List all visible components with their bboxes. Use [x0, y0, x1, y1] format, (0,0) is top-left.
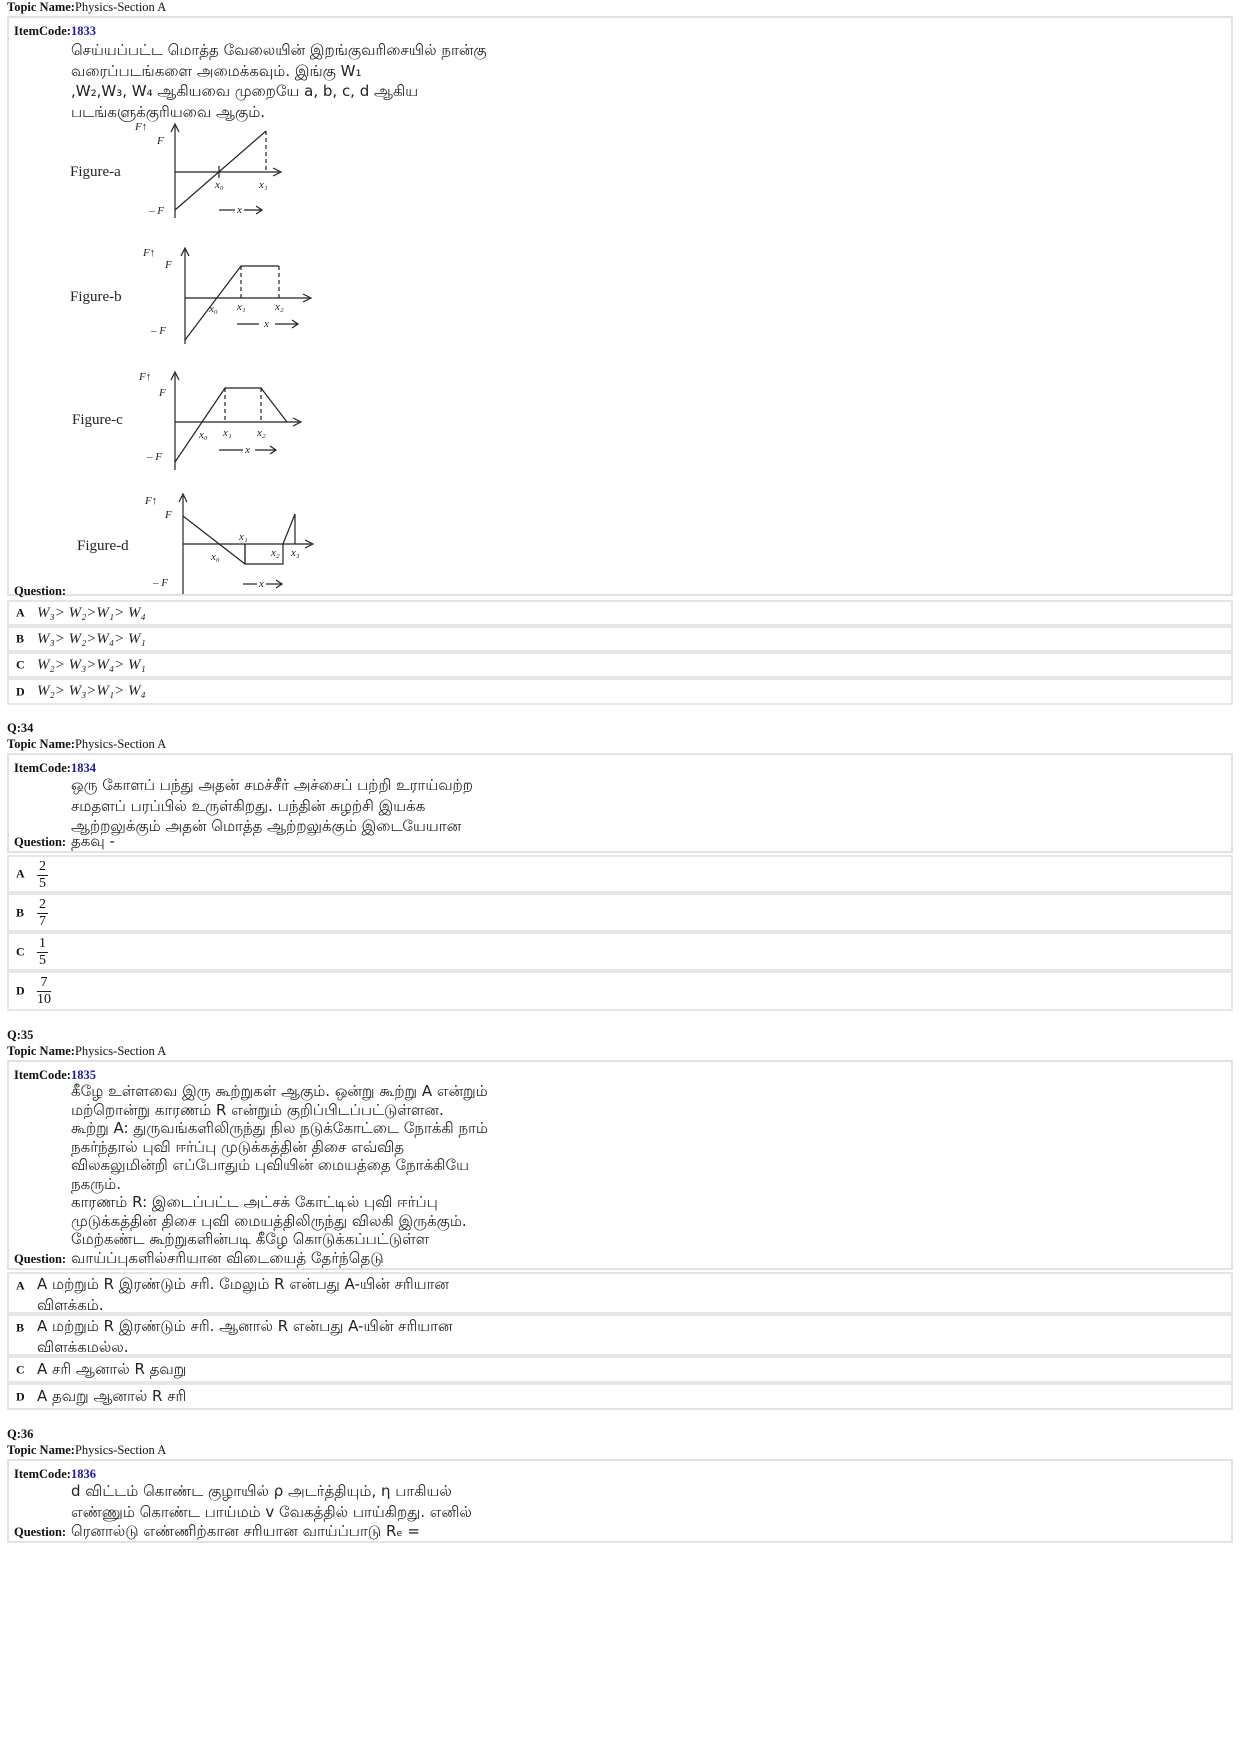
- figure-d-label: Figure-d: [77, 538, 129, 554]
- item-code-value: 1834: [70, 761, 96, 775]
- figure-a-label: Figure-a: [70, 164, 121, 180]
- question-box: [7, 753, 1233, 853]
- svg-text:F↑: F↑: [139, 371, 152, 383]
- svg-text:x₂: x₂: [271, 547, 280, 559]
- question-box: [7, 16, 1233, 596]
- question-text-end: வாய்ப்புகளில்சரியான விடையைத் தேர்ந்தெடு: [71, 1249, 384, 1267]
- figure-b-label: Figure-b: [70, 289, 122, 305]
- option-line: விளக்கம்.: [37, 1296, 104, 1314]
- question-text-end: ரெனால்டு எண்ணிற்கான சரியான வாய்ப்பாடு Rₑ =: [71, 1522, 420, 1540]
- topic-name: Physics-Section A: [74, 0, 167, 14]
- question-text: [71, 40, 487, 122]
- svg-text:x₂: x₂: [257, 427, 266, 439]
- figure-c-label: Figure-c: [72, 412, 123, 428]
- option-c[interactable]: [7, 652, 1233, 678]
- text-line: நகர்ந்தால் புவி ஈர்ப்பு முடுக்கத்தின் திசை எவ்வித: [71, 1137, 405, 1156]
- option-text: A சரி ஆனால் R தவறு: [37, 1360, 187, 1378]
- question-number: Q:36: [7, 1427, 34, 1441]
- text-line: வரைப்படங்களை அமைக்கவும். இங்கு W₁: [71, 61, 362, 80]
- topic-line: [7, 0, 166, 15]
- topic-label: Topic Name:: [7, 1044, 75, 1058]
- option-text: W₂> W₃>W₄> W₁: [37, 657, 146, 673]
- text-line: மற்றொன்று காரணம் R என்றும் குறிப்பிடப்பட்டுள்ளன.: [71, 1100, 444, 1119]
- text-line: கூற்று A: துருவங்களிலிருந்து நில நடுக்கோட்டை நோக்கி நாம்: [71, 1119, 489, 1137]
- text-line: சமதளப் பரப்பில் உருள்கிறது. பந்தின் சுழற்சி இயக்க: [71, 796, 426, 815]
- option-d[interactable]: [7, 971, 1233, 1011]
- svg-text:x₁: x₁: [259, 179, 268, 191]
- topic-line: [7, 1044, 166, 1059]
- item-code-label: ItemCode:: [14, 1467, 71, 1481]
- topic-line: [7, 1443, 166, 1458]
- option-letter: D: [16, 983, 25, 998]
- option-d[interactable]: [7, 1383, 1233, 1410]
- text-line: நகரும்.: [71, 1174, 121, 1193]
- item-code-label: ItemCode:: [14, 1068, 71, 1082]
- text-line: எண்ணும் கொண்ட பாய்மம் v வேகத்தில் பாய்கிறது. எனில்: [71, 1502, 472, 1521]
- svg-text:x₁: x₁: [223, 427, 232, 439]
- option-line: A மற்றும் R இரண்டும் சரி. ஆனால் R என்பது A-யின் சரியான: [37, 1317, 453, 1335]
- figure-d-graph: [139, 492, 329, 602]
- option-text: [37, 1316, 453, 1358]
- question-label: Question:: [14, 1525, 67, 1539]
- svg-text:F↑: F↑: [135, 121, 148, 133]
- question-number: Q:35: [7, 1028, 34, 1042]
- topic-name: Physics-Section A: [74, 737, 167, 751]
- text-line: d விட்டம் கொண்ட குழாயில் ρ அடர்த்தியும், η பாகியல்: [71, 1482, 452, 1500]
- option-b[interactable]: [7, 1314, 1233, 1356]
- option-letter: A: [16, 605, 25, 620]
- option-letter: B: [16, 631, 25, 646]
- topic-name: Physics-Section A: [74, 1443, 167, 1457]
- option-letter: C: [16, 657, 25, 672]
- svg-text:F: F: [165, 509, 172, 521]
- option-fraction: [37, 936, 48, 969]
- svg-text:– F: – F: [153, 577, 168, 589]
- question-text: [71, 775, 473, 837]
- text-line: விலகலுமின்றி எப்போதும் புவியின் மையத்தை நோக்கியே: [71, 1156, 469, 1174]
- question-label: Question:: [14, 835, 67, 849]
- item-code-label: ItemCode:: [14, 761, 71, 775]
- svg-text:F: F: [159, 387, 166, 399]
- text-line: படங்களுக்குரியவை ஆகும்.: [71, 102, 266, 121]
- option-letter: D: [16, 1389, 25, 1403]
- option-fraction: [37, 859, 48, 892]
- option-a[interactable]: [7, 855, 1233, 893]
- numerator: 2: [39, 897, 46, 912]
- figure-b-graph: [127, 244, 317, 354]
- option-letter: C: [16, 944, 25, 958]
- svg-text:x₀: x₀: [209, 303, 218, 315]
- option-text: [37, 1274, 449, 1316]
- svg-text:x: x: [259, 578, 264, 590]
- svg-text:x₀: x₀: [215, 179, 224, 191]
- question-number: Q:34: [7, 721, 34, 735]
- text-line: ஆற்றலுக்கும் அதன் மொத்த ஆற்றலுக்கும் இடையேயான: [71, 817, 462, 835]
- numerator: 1: [39, 936, 46, 951]
- denominator: 5: [39, 876, 46, 891]
- option-a[interactable]: [7, 600, 1233, 626]
- text-line: ,W₂,W₃, W₄ ஆகியவை முறையே a, b, c, d ஆகிய: [71, 82, 419, 100]
- item-code-line: [14, 1467, 96, 1482]
- text-line: மேற்கண்ட கூற்றுகளின்படி கீழே கொடுக்கப்பட்டுள்ள: [71, 1230, 430, 1248]
- svg-text:F: F: [157, 135, 164, 147]
- text-line: முடுக்கத்தின் திசை புவி மையத்திலிருந்து விலகி இருக்கும்.: [71, 1211, 467, 1230]
- topic-label: Topic Name:: [7, 1443, 75, 1457]
- figure-c-graph: [129, 368, 319, 478]
- svg-text:– F: – F: [151, 325, 166, 337]
- question-label: Question:: [14, 1252, 67, 1266]
- question-text: [71, 1082, 488, 1249]
- option-c[interactable]: [7, 1356, 1233, 1383]
- svg-text:x₂: x₂: [275, 301, 284, 313]
- svg-text:x₃: x₃: [291, 547, 300, 559]
- text-line: ஒரு கோளப் பந்து அதன் சமச்சீர் அச்சைப் பற்றி உராய்வற்ற: [71, 776, 473, 794]
- option-letter: D: [16, 684, 25, 698]
- option-letter: A: [16, 866, 25, 881]
- option-letter: B: [16, 1320, 25, 1335]
- topic-label: Topic Name:: [7, 737, 75, 751]
- option-d[interactable]: [7, 678, 1233, 705]
- topic-line: [7, 737, 166, 752]
- option-letter: A: [16, 1278, 25, 1293]
- option-c[interactable]: [7, 932, 1233, 971]
- question-text: [71, 1481, 472, 1522]
- svg-text:x₀: x₀: [211, 551, 220, 563]
- svg-text:F↑: F↑: [143, 247, 156, 259]
- option-line: A மற்றும் R இரண்டும் சரி. மேலும் R என்பது A-யின் சரியான: [37, 1275, 449, 1293]
- svg-text:F: F: [165, 259, 172, 271]
- option-b[interactable]: [7, 626, 1233, 652]
- denominator: 5: [39, 953, 46, 968]
- item-code-value: 1835: [70, 1068, 96, 1082]
- svg-text:x₁: x₁: [237, 301, 246, 313]
- numerator: 7: [37, 975, 51, 992]
- item-code-value: 1836: [70, 1467, 96, 1481]
- option-text: A தவறு ஆனால் R சரி: [37, 1387, 187, 1405]
- option-fraction: [37, 975, 51, 1008]
- question-box: [7, 1060, 1233, 1270]
- denominator: 10: [37, 992, 51, 1007]
- figure-a-graph: [119, 118, 309, 228]
- svg-text:x₀: x₀: [199, 429, 208, 441]
- item-code-line: [14, 761, 96, 776]
- item-code-value: 1833: [70, 24, 96, 38]
- question-text-end: தகவு -: [71, 832, 115, 850]
- svg-text:F↑: F↑: [145, 495, 158, 507]
- svg-text:x: x: [245, 444, 250, 456]
- option-a[interactable]: [7, 1272, 1233, 1314]
- svg-text:x: x: [237, 204, 242, 216]
- svg-text:x: x: [264, 318, 269, 330]
- option-letter: B: [16, 905, 25, 919]
- topic-name: Physics-Section A: [74, 1044, 167, 1058]
- item-code-label: ItemCode:: [14, 24, 71, 38]
- item-code-line: [14, 1068, 96, 1083]
- option-text: W₃> W₂>W₄> W₁: [37, 631, 146, 647]
- option-fraction: [37, 897, 48, 930]
- question-box: [7, 1459, 1233, 1543]
- text-line: கீழே உள்ளவை இரு கூற்றுகள் ஆகும். ஒன்று கூற்று A என்றும்: [71, 1082, 488, 1100]
- svg-text:x₁: x₁: [239, 531, 248, 543]
- option-line: விளக்கமல்ல.: [37, 1338, 129, 1356]
- denominator: 7: [39, 914, 46, 929]
- svg-text:– F: – F: [147, 451, 162, 463]
- option-text: W₂> W₃>W₁> W₄: [37, 683, 146, 699]
- option-b[interactable]: [7, 893, 1233, 932]
- text-line: செய்யப்பட்ட மொத்த வேலையின் இறங்குவரிசையில் நான்கு: [71, 41, 487, 59]
- text-line: காரணம் R: இடைப்பட்ட அட்சக் கோட்டில் புவி ஈர்ப்பு: [71, 1193, 438, 1211]
- option-text: W₃> W₂>W₁> W₄: [37, 605, 146, 621]
- option-letter: C: [16, 1362, 25, 1376]
- svg-text:– F: – F: [149, 205, 164, 217]
- question-label: Question:: [14, 584, 67, 598]
- numerator: 2: [39, 859, 46, 874]
- topic-label: Topic Name:: [7, 0, 75, 14]
- item-code-line: [14, 24, 96, 39]
